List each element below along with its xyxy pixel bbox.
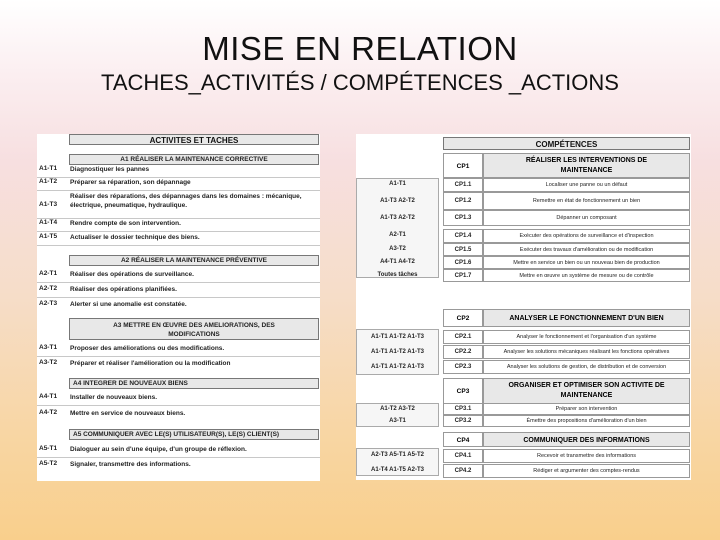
activities-table	[37, 134, 320, 481]
competence-code: CP1.6	[443, 256, 483, 269]
competence-code: CP1.7	[443, 269, 483, 282]
competence-code: CP1.2	[443, 192, 483, 210]
task-ref: A3-T1	[389, 418, 406, 424]
competences-table	[356, 134, 691, 480]
competence-code: CP1.4	[443, 229, 483, 243]
task-row: A5-T2 Signaler, transmettre des informations.	[39, 460, 191, 468]
task-row: A1-T2 Préparer sa réparation, son dépannage	[37, 178, 320, 191]
competence-text: Émettre des propositions d'amélioration d'un bien	[483, 415, 690, 427]
cp1-title: RÉALISER LES INTERVENTIONS DE MAINTENANCE	[483, 153, 690, 178]
competence-text: Localiser une panne ou un défaut	[483, 178, 690, 192]
slide-title: MISE EN RELATION	[202, 30, 518, 67]
section-title-a4: A4 INTEGRER DE NOUVEAUX BIENS	[69, 378, 319, 389]
section-title-a3: A3 METTRE EN ŒUVRE DES AMELIORATIONS, DES MODIFICATIONS	[69, 318, 319, 340]
task-row: A3-T2 Préparer et réaliser l'amélioration ou la modification	[39, 359, 231, 367]
competence-code: CP1.1	[443, 178, 483, 192]
cp3-title: ORGANISER ET OPTIMISER SON ACTIVITE DE MAINTENANCE	[483, 378, 690, 404]
cp3-code: CP3	[443, 378, 483, 404]
competence-code: CP2.3	[443, 360, 483, 374]
task-row: A1-T3 Réaliser des réparations, des dépannages dans les domaines : mécanique, électrique, pneumatique, hydraulique.	[37, 192, 320, 219]
cp4-title: COMMUNIQUER DES INFORMATIONS	[483, 432, 690, 447]
cp2-code: CP2	[443, 309, 483, 327]
slide-subtitle: TACHES_ACTIVITÉS / COMPÉTENCES _ACTIONS	[101, 70, 619, 95]
competence-text: Analyser les solutions mécaniques réalisant les fonctions opératives	[483, 345, 690, 359]
task-ref: A2-T3 A5-T1 A5-T2	[371, 452, 424, 458]
section-title-a5: A5 COMMUNIQUER AVEC LE(S) UTILISATEUR(S), LE(S) CLIENT(S)	[69, 429, 319, 440]
task-ref: A1-T3 A2-T2	[380, 215, 415, 221]
task-ref: A1-T4 A1-T5 A2-T3	[371, 467, 424, 473]
task-row: A5-T1 Dialoguer au sein d'une équipe, d'un groupe de réflexion.	[37, 445, 320, 458]
competence-code: CP4.2	[443, 464, 483, 478]
competence-code: CP3.1	[443, 403, 483, 415]
task-ref: A2-T1	[389, 232, 406, 238]
task-ref: A1-T1 A1-T2 A1-T3	[371, 349, 424, 355]
task-row: A2-T1 Réaliser des opérations de surveillance.	[37, 270, 320, 283]
task-row: A1-T4 Rendre compte de son intervention.	[37, 219, 320, 232]
task-ref: Toutes tâches	[377, 272, 418, 278]
competence-text: Exécuter des travaux d'amélioration ou de modification	[483, 243, 690, 256]
task-row: A1-T1 Diagnostiquer les pannes	[37, 165, 320, 178]
competence-text: Préparer son intervention	[483, 403, 690, 415]
task-ref: A1-T1 A1-T2 A1-T3	[371, 334, 424, 340]
competence-text: Remettre en état de fonctionnement un bien	[483, 192, 690, 210]
competence-code: CP1.5	[443, 243, 483, 256]
competence-code: CP2.2	[443, 345, 483, 359]
task-ref: A1-T1 A1-T2 A1-T3	[371, 364, 424, 370]
competences-header: COMPÉTENCES	[443, 137, 690, 150]
cp2-title: ANALYSER LE FONCTIONNEMENT D'UN BIEN	[483, 309, 690, 327]
task-ref: A4-T1 A4-T2	[380, 259, 415, 265]
competence-text: Mettre en service un bien ou un nouveau bien de production	[483, 256, 690, 269]
task-ref: A3-T2	[389, 246, 406, 252]
competence-text: Rédiger et argumenter des comptes-rendus	[483, 464, 690, 478]
cp1-code: CP1	[443, 153, 483, 178]
task-row: A3-T1 Proposer des améliorations ou des modifications.	[37, 344, 320, 357]
competence-text: Analyser les solutions de gestion, de distribution et de conversion	[483, 360, 690, 374]
task-row: A4-T1 Installer de nouveaux biens.	[37, 393, 320, 406]
task-ref: A1-T3 A2-T2	[380, 198, 415, 204]
competence-code: CP4.1	[443, 449, 483, 463]
task-row: A1-T5 Actualiser le dossier technique des biens.	[37, 233, 320, 246]
task-row: A4-T2 Mettre en service de nouveaux biens.	[39, 409, 186, 417]
competence-text: Dépanner un composant	[483, 210, 690, 226]
task-row: A2-T2 Réaliser des opérations planifiées.	[37, 285, 320, 298]
activities-header: ACTIVITES ET TACHES	[69, 134, 319, 145]
competence-text: Recevoir et transmettre des informations	[483, 449, 690, 463]
competence-text: Analyser le fonctionnement et l'organisation d'un système	[483, 330, 690, 344]
competence-text: Exécuter des opérations de surveillance et d'inspection	[483, 229, 690, 243]
competence-code: CP1.3	[443, 210, 483, 226]
competence-code: CP3.2	[443, 415, 483, 427]
task-row: A2-T3 Alerter si une anomalie est constatée.	[39, 300, 187, 308]
competence-text: Mettre en œuvre un système de mesure ou de contrôle	[483, 269, 690, 282]
section-title-a1: A1 RÉALISER LA MAINTENANCE CORRECTIVE	[69, 154, 319, 165]
section-title-a2: A2 RÉALISER LA MAINTENANCE PRÉVENTIVE	[69, 255, 319, 266]
task-ref: A1-T1	[389, 181, 406, 187]
cp4-code: CP4	[443, 432, 483, 447]
competence-code: CP2.1	[443, 330, 483, 344]
task-ref: A1-T2 A3-T2	[380, 406, 415, 412]
